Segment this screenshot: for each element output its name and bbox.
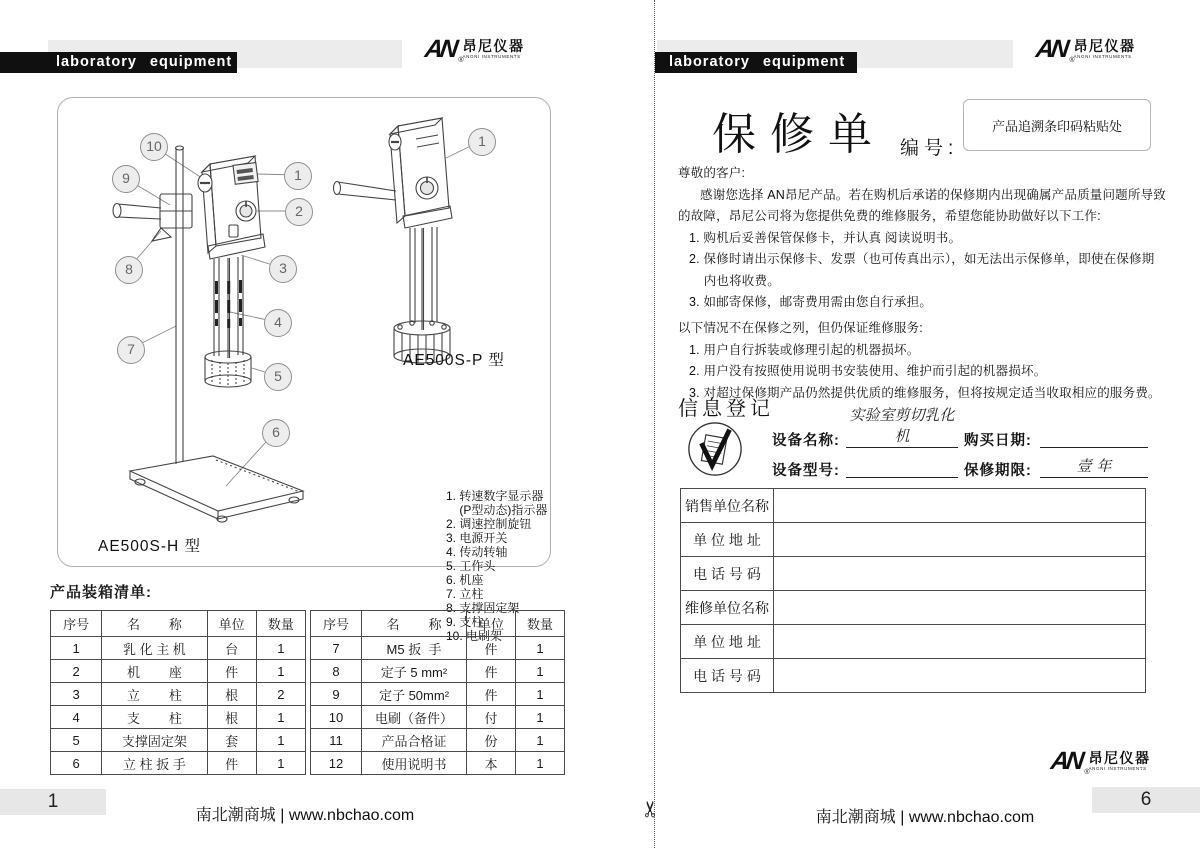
packing-cell: 1 <box>256 729 305 752</box>
packing-cell: 台 <box>207 637 256 660</box>
brand-name-cn: 昂尼仪器 <box>1073 37 1136 54</box>
registration-form-row <box>681 557 1145 591</box>
packing-row <box>311 637 565 660</box>
brand-name-cn: 昂尼仪器 <box>1088 749 1151 766</box>
packing-cell: 本 <box>467 752 516 775</box>
parts-list-line: 2. 调速控制旋钮 <box>446 517 532 531</box>
device-model-field <box>846 457 958 478</box>
exclusion-line: 3. 对超过保修期产品仍然提供优质的维修服务，但将按规定适当收取相应的服务费。 <box>678 385 1161 400</box>
packing-header-cell: 数量 <box>516 611 565 637</box>
registration-form-row <box>681 625 1145 659</box>
serial-number-label: 编号: <box>900 138 959 159</box>
packing-list-table-1 <box>50 610 306 775</box>
packing-row <box>311 683 565 706</box>
packing-cell: 1 <box>256 752 305 775</box>
registration-form-row <box>681 489 1145 523</box>
packing-cell: M5 扳 手 <box>362 637 467 660</box>
registration-form-label: 销售单位名称 <box>681 489 774 522</box>
parts-list-line: 3. 电源开关 <box>446 531 508 545</box>
packing-cell: 机 座 <box>102 660 207 683</box>
packing-cell: 支撑固定架 <box>102 729 207 752</box>
registration-form-label: 电 话 号 码 <box>681 557 774 590</box>
packing-cell: 8 <box>311 660 362 683</box>
packing-cell: 12 <box>311 752 362 775</box>
registration-form-value-cell <box>774 489 1145 522</box>
warranty-period-field <box>1040 457 1148 478</box>
model-label-p: AE500S-P 型 <box>403 352 505 369</box>
packing-header-cell: 名 称 <box>362 611 467 637</box>
packing-row <box>311 660 565 683</box>
purchase-date-field <box>1040 427 1148 448</box>
diagram-callout: 2 <box>285 198 313 226</box>
registered-mark: ® <box>1084 768 1090 776</box>
brand-name-en: ANGNI INSTRUMENTS <box>1073 53 1132 59</box>
scissors-icon: ✂ <box>638 799 664 819</box>
packing-row <box>51 660 306 683</box>
stamp-check-icon <box>686 420 744 483</box>
packing-row <box>311 706 565 729</box>
brand-logo <box>1036 35 1135 64</box>
packing-cell: 件 <box>207 752 256 775</box>
packing-cell: 产品合格证 <box>362 729 467 752</box>
registration-form-value-cell <box>774 659 1145 692</box>
registration-form-value-cell <box>774 523 1145 556</box>
warranty-period-label: 保修期限: <box>964 463 1032 479</box>
packing-cell: 1 <box>516 729 565 752</box>
brand-name-en: ANGNI INSTRUMENTS <box>462 53 521 59</box>
registration-form-row <box>681 523 1145 557</box>
packing-row <box>311 729 565 752</box>
packing-cell: 7 <box>311 637 362 660</box>
packing-cell: 电刷（备件） <box>362 706 467 729</box>
packing-row <box>51 683 306 706</box>
parts-list-line: 10. 电刷架 <box>446 629 503 643</box>
packing-row <box>51 729 306 752</box>
parts-list-line: 1. 转速数字显示器 <box>446 489 544 503</box>
brand-name-en: ANGNI INSTRUMENTS <box>1088 765 1147 771</box>
packing-cell: 支 柱 <box>102 706 207 729</box>
packing-cell: 2 <box>51 660 102 683</box>
packing-cell: 件 <box>467 683 516 706</box>
fold-dotted-line <box>654 0 655 848</box>
exclusion-line: 2. 用户没有按照使用说明书安装使用、维护而引起的机器损坏。 <box>678 364 1047 378</box>
diagram-callout: 1 <box>284 162 312 190</box>
right-footer-site: 南北潮商城 | www.nbchao.com <box>815 809 1035 826</box>
packing-row <box>51 637 306 660</box>
packing-cell: 2 <box>256 683 305 706</box>
right-page-number: 6 <box>1092 787 1200 813</box>
packing-cell: 1 <box>516 683 565 706</box>
registration-form-label: 单 位 地 址 <box>681 523 774 556</box>
exclusion-line: 以下情况不在保修之列，但仍保证维修服务: <box>678 321 923 335</box>
device-name-field <box>846 406 958 448</box>
packing-header-row <box>51 611 306 637</box>
packing-cell: 1 <box>516 752 565 775</box>
packing-cell: 1 <box>51 637 102 660</box>
notice-line: 内也将收费。 <box>678 273 780 288</box>
left-header-banner <box>0 52 237 73</box>
packing-header-cell: 数量 <box>256 611 305 637</box>
parts-list-line: 7. 立柱 <box>446 587 484 601</box>
device-name-label: 设备名称: <box>772 433 840 449</box>
exclusion-line: 1. 用户自行拆装或修理引起的机器损坏。 <box>678 342 920 357</box>
packing-row <box>51 706 306 729</box>
diagram-callout: 10 <box>140 133 168 161</box>
registered-mark: ® <box>1069 56 1075 64</box>
device-model-label: 设备型号: <box>772 463 840 479</box>
packing-header-row <box>311 611 565 637</box>
diagram-callout: 8 <box>115 256 143 284</box>
diagram-callout: 4 <box>264 309 292 337</box>
packing-cell: 3 <box>51 683 102 706</box>
notice-line: 3. 如邮寄保修，邮寄费用需由您自行承担。 <box>678 295 933 309</box>
packing-cell: 套 <box>207 729 256 752</box>
diagram-callout: 5 <box>264 363 292 391</box>
packing-header-cell: 名 称 <box>102 611 207 637</box>
packing-cell: 件 <box>207 660 256 683</box>
packing-cell: 5 <box>51 729 102 752</box>
warranty-card-title: 保修单 <box>712 110 886 159</box>
registration-heading: 信息登记 <box>678 398 774 420</box>
notice-line: 1. 购机后妥善保管保修卡，并认真 阅读说明书。 <box>678 230 962 245</box>
left-page-number: 1 <box>0 789 106 815</box>
packing-header-cell: 单位 <box>467 611 516 637</box>
an-logo-mark: AN ® <box>423 34 464 64</box>
packing-cell: 4 <box>51 706 102 729</box>
parts-list-line: 8. 支撑固定架 <box>446 601 520 615</box>
notice-line: 的故障，昂尼公司将为您提供免费的维修服务，希望您能协助做好以下工作: <box>678 209 1101 223</box>
right-logo-box <box>1013 30 1159 68</box>
parts-list-line: (P型动态)指示器 <box>446 503 548 517</box>
packing-list-table-2 <box>310 610 565 775</box>
registration-form-row <box>681 659 1145 692</box>
parts-list-line: 4. 传动转轴 <box>446 545 508 559</box>
registration-form-value-cell <box>774 625 1145 658</box>
banner-text: laboratory equipment <box>56 54 233 70</box>
notice-line: 尊敬的客户: <box>678 166 746 180</box>
packing-cell: 份 <box>467 729 516 752</box>
packing-cell: 9 <box>311 683 362 706</box>
parts-list-line: 5. 工作头 <box>446 559 496 573</box>
warranty-notice-text <box>678 163 1166 314</box>
packing-cell: 6 <box>51 752 102 775</box>
packing-cell: 根 <box>207 706 256 729</box>
packing-cell: 立 柱 <box>102 683 207 706</box>
notice-line: 2. 保修时请出示保修卡、发票（也可传真出示），如无法出示保修单，即使在保修期 <box>678 252 1155 266</box>
registration-form-table <box>680 488 1146 693</box>
packing-header-cell: 单位 <box>207 611 256 637</box>
packing-header-cell: 序号 <box>51 611 102 637</box>
packing-cell: 使用说明书 <box>362 752 467 775</box>
registration-form-label: 维修单位名称 <box>681 591 774 624</box>
notice-line: 感谢您选择 AN昂尼产品。若在购机后承诺的保修期内出现确属产品质量问题所导致 <box>678 187 1166 202</box>
right-header-banner <box>655 52 857 73</box>
packing-cell: 10 <box>311 706 362 729</box>
registration-form-label: 单 位 地 址 <box>681 625 774 658</box>
packing-header-cell: 序号 <box>311 611 362 637</box>
purchase-date-label: 购买日期: <box>964 433 1032 449</box>
warranty-period-value: 壹 年 <box>1076 457 1112 475</box>
left-logo-box <box>402 30 548 68</box>
packing-cell: 1 <box>256 706 305 729</box>
packing-cell: 1 <box>516 706 565 729</box>
brand-name-cn: 昂尼仪器 <box>462 37 525 54</box>
packing-cell: 1 <box>516 660 565 683</box>
brand-logo <box>1051 747 1150 776</box>
banner-text: laboratory equipment <box>669 54 846 70</box>
registration-form-value-cell <box>774 557 1145 590</box>
trace-code-box: 产品追溯条印码粘贴处 <box>963 99 1151 151</box>
diagram-callout: 7 <box>117 336 145 364</box>
packing-cell: 定子 5 mm² <box>362 660 467 683</box>
packing-cell: 根 <box>207 683 256 706</box>
device-name-value: 实验室剪切乳化机 <box>849 406 955 445</box>
packing-cell: 乳 化 主 机 <box>102 637 207 660</box>
packing-cell: 件 <box>467 660 516 683</box>
packing-cell: 1 <box>256 637 305 660</box>
registration-form-value-cell <box>774 591 1145 624</box>
diagram-callout: 9 <box>112 165 140 193</box>
packing-cell: 件 <box>467 637 516 660</box>
packing-cell: 付 <box>467 706 516 729</box>
an-logo-mark: AN ® <box>1034 34 1075 64</box>
registration-form-row <box>681 591 1145 625</box>
parts-list-line: 9. 支柱 <box>446 615 484 629</box>
left-footer-site: 南北潮商城 | www.nbchao.com <box>195 807 415 824</box>
model-label-h: AE500S-H 型 <box>98 538 202 555</box>
parts-list-line: 6. 机座 <box>446 573 484 587</box>
packing-cell: 立 柱 扳 手 <box>102 752 207 775</box>
packing-cell: 定子 50mm² <box>362 683 467 706</box>
packing-list-title: 产品装箱清单: <box>50 584 152 601</box>
registration-form-label: 电 话 号 码 <box>681 659 774 692</box>
registered-mark: ® <box>458 56 464 64</box>
brand-logo <box>425 35 524 64</box>
bottom-logo-box <box>1028 742 1174 780</box>
packing-row <box>51 752 306 775</box>
diagram-callout: 1 <box>468 128 496 156</box>
packing-cell: 1 <box>516 637 565 660</box>
diagram-callout: 6 <box>262 419 290 447</box>
diagram-callout: 3 <box>269 255 297 283</box>
an-logo-mark: AN ® <box>1049 746 1090 776</box>
packing-cell: 1 <box>256 660 305 683</box>
packing-row <box>311 752 565 775</box>
packing-cell: 11 <box>311 729 362 752</box>
